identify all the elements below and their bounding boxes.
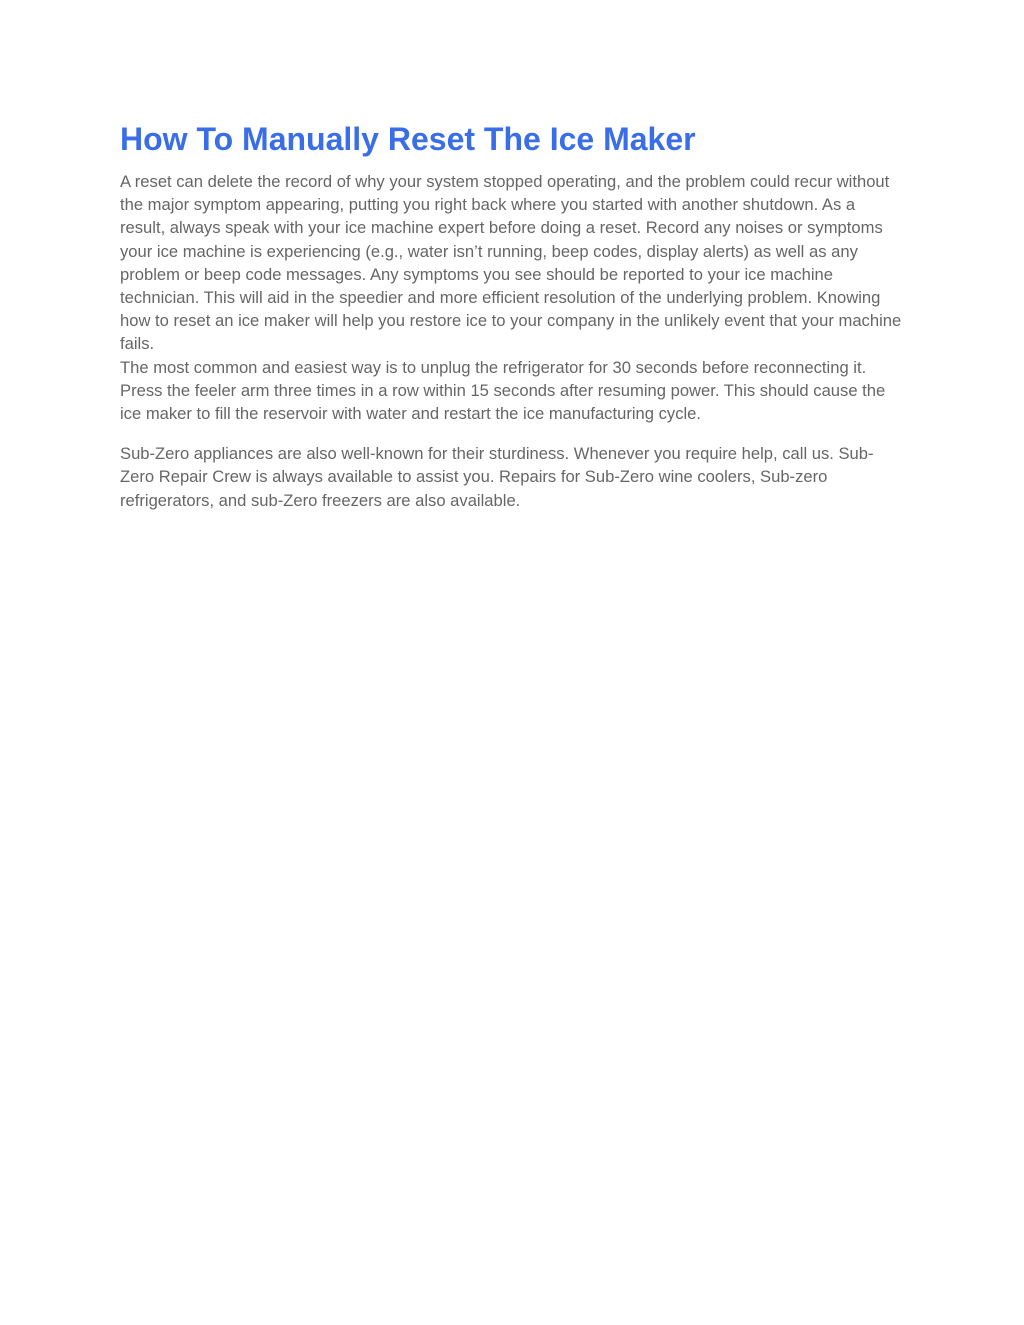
document-content bbox=[120, 118, 902, 512]
paragraph-reset-warning: A reset can delete the record of why your system stopped operating, and the problem could recur without the major symptom appearing, putting you right back where you started with another shutdown. As a result, always speak with your ice machine expert before doing a reset. Record any noises or symptoms your ice machine is experiencing (e.g., water isn’t running, beep codes, display alerts) as well as any problem or beep code messages. Any symptoms you see should be reported to your ice machine technician. This will aid in the speedier and more efficient resolution of the underlying problem. Knowing how to reset an ice maker will help you restore ice to your company in the unlikely event that your machine fails. bbox=[120, 172, 902, 354]
page-title: How To Manually Reset The Ice Maker bbox=[120, 121, 696, 157]
paragraph-sub-zero-service: Sub-Zero appliances are also well-known for their sturdiness. Whenever you require help, call us. Sub-Zero Repair Crew is always available to assist you. Repairs for Sub-Zero wine coolers, Sub-zero refrigerators, and sub-Zero freezers are also available. bbox=[120, 444, 874, 510]
paragraph-reset-steps: The most common and easiest way is to unplug the refrigerator for 30 seconds before reconnecting it. Press the feeler arm three times in a row within 15 seconds after resuming power. This should cause the ice maker to fill the reservoir with water and restart the ice manufacturing cycle. bbox=[120, 357, 886, 424]
